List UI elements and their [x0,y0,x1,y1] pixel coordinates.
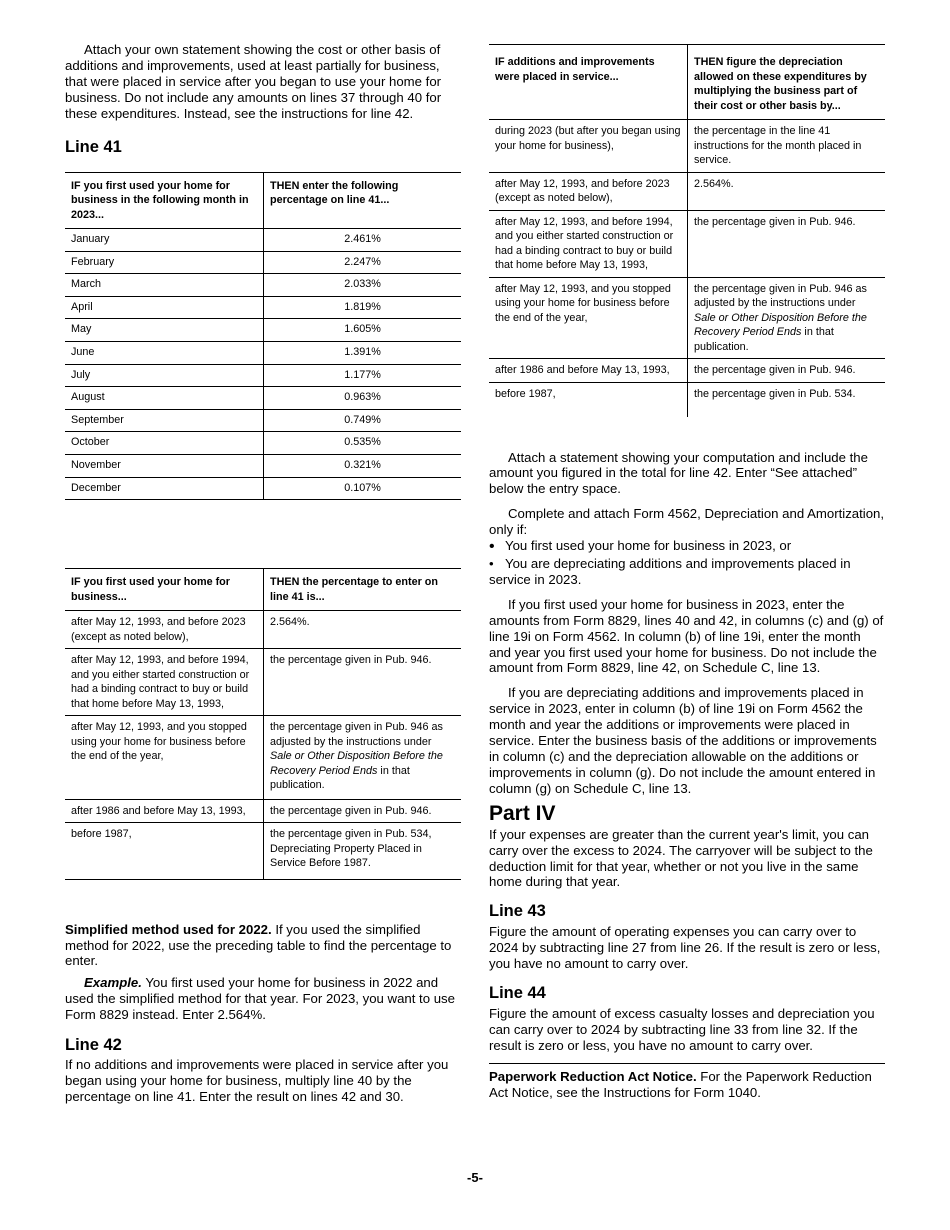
line-41-month-table [65,172,461,501]
bullet-text: You first used your home for business in 2023, or [505,538,792,554]
table-header-row [489,45,885,120]
month-cell: September [65,409,264,432]
percentage-cell: 2.247% [264,251,462,274]
table-row [65,364,461,387]
bullet-item [489,538,885,556]
month-cell: May [65,319,264,342]
simplified-method-text: If you used the simplified method for 2022, use the preceding table to find the percentage to enter. [65,921,452,969]
table-header-then: THEN figure the depreciation allowed on these expenditures by multiplying the business part of their cost or other basis by... [688,45,886,120]
line-42-paragraph: If no additions and improvements were placed in service after you began using your home for business, multiply line 40 by the percentage on line 41. Enter the result on lines 42 and 30. [65,1057,449,1104]
percentage-cell: 1.391% [264,342,462,365]
table-row [65,799,461,823]
cell-text: the percentage given in Pub. 946 as adjusted by the instructions under [270,721,443,748]
cell-italic-title: Sale or Other Disposition Before the Recovery Period Ends [694,311,867,338]
table-row [65,319,461,342]
percentage-cell: 0.321% [264,454,462,477]
cell-text: in that publication. [694,326,834,353]
table-cell-condition: after May 12, 1993, and before 2023 (except as noted below), [489,172,688,210]
table-header-if: IF you first used your home for business... [65,569,264,611]
intro-paragraph: Attach your own statement showing the cost or other basis of additions and improvements, used at least partially for business, that were placed in service after you began to use your home for business. Do not include any amounts on lines 37 through 40 for these expenditures. Instead, see the instructions for line 42. [65,42,442,121]
paperwork-notice-text: For the Paperwork Reduction Act Notice, see the Instructions for Form 1040. [489,1068,872,1100]
table-row [489,359,885,383]
table-row [65,387,461,410]
table-cell-percentage [264,716,462,800]
table-cell-condition: after May 12, 1993, and you stopped using your home for business before the end of the year, [489,277,688,359]
percentage-cell: 2.461% [264,229,462,252]
line-43-heading: Line 43 [489,902,546,921]
month-cell: January [65,229,264,252]
table-cell-condition: during 2023 (but after you began using your home for business), [489,120,688,173]
depreciating-paragraph: If you are depreciating additions and improvements placed in service in 2023, enter in column (b) of line 19i on Form 4562 the month and year the additions or improvements were placed in service. Enter the business basis of the additions or improvements in column (c) and the depreciation allowable on the additions or improvements in column (g). Do not include the amount entered in column (g) on Schedule C, line 13. [489,685,877,796]
line-41-prior-use-table [65,568,461,880]
table-row [65,454,461,477]
paperwork-notice-label: Paperwork Reduction Act Notice. [489,1068,697,1084]
table-row [489,210,885,277]
table-row [65,823,461,880]
bullet-text: You are depreciating additions and improvements placed in service in 2023. [489,556,851,587]
table-header-row [65,569,461,611]
example-paragraph [65,975,461,1023]
month-cell: February [65,251,264,274]
part-iv-heading: Part IV [489,801,556,825]
first-used-paragraph: If you first used your home for business in 2023, enter the amounts from Form 8829, lines 40 and 42, in columns (c) and (g) of line 19i on Form 4562. In column (b) of line 19i, enter the month and year you first used your home for business. Do not include the amount from Form 8829, line 42, on Schedule C, line 13. [489,596,884,676]
table-cell-percentage: the percentage given in Pub. 946. [688,359,886,383]
percentage-cell: 0.963% [264,387,462,410]
example-label: Example. [84,975,142,991]
attach-statement-paragraph: Attach a statement showing your computation and include the amount you figured in the total for line 42. Enter “See attached” below the entry space. [489,449,868,497]
table-cell-percentage: the percentage given in Pub. 534, Depreciating Property Placed in Service Before 1987. [270,828,432,870]
table-cell-percentage: the percentage in the line 41 instructions for the month placed in service. [688,120,886,173]
table-row [65,716,461,800]
table-cell-condition: after May 12, 1993, and you stopped using your home for business before the end of the year, [65,716,264,800]
line-42-heading: Line 42 [65,1036,122,1055]
table-row [65,251,461,274]
month-cell: June [65,342,264,365]
cell-italic-title: Sale or Other Disposition Before the Recovery Period Ends [270,750,443,777]
table-row [65,296,461,319]
cell-text: the percentage given in Pub. 946 as adjusted by the instructions under [694,282,867,309]
table-row [65,274,461,297]
month-cell: July [65,364,264,387]
table-row [65,432,461,455]
table-row [65,229,461,252]
table-cell-condition: after 1986 and before May 13, 1993, [65,799,264,823]
table-cell-percentage [688,277,886,359]
table-cell-condition: after May 12, 1993, and before 1994, and you either started construction or had a binding contract to buy or build that home before May 13, 1993, [65,649,264,716]
month-cell: April [65,296,264,319]
percentage-cell: 1.819% [264,296,462,319]
table-row [65,477,461,500]
month-cell: March [65,274,264,297]
table-row [65,611,461,649]
percentage-cell: 1.177% [264,364,462,387]
percentage-cell: 2.033% [264,274,462,297]
table-cell-percentage: the percentage given in Pub. 946. [264,649,462,716]
additions-improvements-table [489,44,885,417]
table-header-row [65,172,461,229]
table-header-then: THEN the percentage to enter on line 41 is... [264,569,462,611]
table-row [489,382,885,417]
right-column [489,44,885,1101]
month-cell: November [65,454,264,477]
page-number: -5- [467,1170,483,1185]
percentage-cell: 0.107% [344,481,381,494]
complete-form-4562-paragraph: Complete and attach Form 4562, Depreciation and Amortization, only if: [489,506,885,538]
section-divider [489,1063,885,1064]
bullet-item [489,556,885,588]
month-cell: December [65,477,264,500]
table-row [65,342,461,365]
month-cell: October [65,432,264,455]
table-cell-condition: before 1987, [489,382,688,417]
left-column [65,40,461,1105]
simplified-method-paragraph [65,922,461,970]
part-iv-paragraph: If your expenses are greater than the current year's limit, you can carry over the excess to 2024. The carryover will be subject to the deduction limit for that year, whether or not you live in the same home during that year. [489,826,873,890]
bullet-icon: • [489,538,495,556]
simplified-method-label: Simplified method used for 2022. [65,921,272,937]
line-44-paragraph: Figure the amount of excess casualty losses and depreciation you can carry over to 2024 by subtracting line 33 from line 32. If the result is zero or less, you have no amount to carry over. [489,1006,875,1053]
line-41-heading: Line 41 [65,137,122,156]
table-cell-percentage: the percentage given in Pub. 534. [694,387,856,400]
table-header-if: IF additions and improvements were placed in service... [489,45,688,120]
table-row [489,277,885,359]
table-cell-percentage: the percentage given in Pub. 946. [688,210,886,277]
table-cell-condition: after May 12, 1993, and before 1994, and you either started construction or had a binding contract to buy or build that home before May 13, 1993, [489,210,688,277]
table-row [65,409,461,432]
table-row [65,649,461,716]
table-cell-percentage: 2.564%. [688,172,886,210]
table-cell-percentage: the percentage given in Pub. 946. [264,799,462,823]
table-cell-condition: after 1986 and before May 13, 1993, [489,359,688,383]
percentage-cell: 0.535% [264,432,462,455]
percentage-cell: 1.605% [264,319,462,342]
table-cell-condition: before 1987, [65,823,264,880]
month-cell: August [65,387,264,410]
paperwork-notice-paragraph [489,1069,885,1101]
table-row [489,172,885,210]
line-43-paragraph: Figure the amount of operating expenses you can carry over to 2024 by subtracting line 27 from line 26. If the result is zero or less, you have no amount to carry over. [489,924,881,972]
example-text: You first used your home for business in 2022 and used the simplified method for that year. For 2023, you want to use Form 8829 instead. Enter 2.564%. [65,975,455,1023]
bullet-icon: • [489,556,494,572]
table-row [489,120,885,173]
line-44-heading: Line 44 [489,984,546,1003]
table-header-then: THEN enter the following percentage on line 41... [264,172,462,229]
table-cell-percentage: 2.564%. [264,611,462,649]
cell-text: in that publication. [270,764,410,792]
table-header-if: IF you first used your home for business in the following month in 2023... [65,172,264,229]
percentage-cell: 0.749% [264,409,462,432]
table-cell-condition: after May 12, 1993, and before 2023 (except as noted below), [65,611,264,649]
